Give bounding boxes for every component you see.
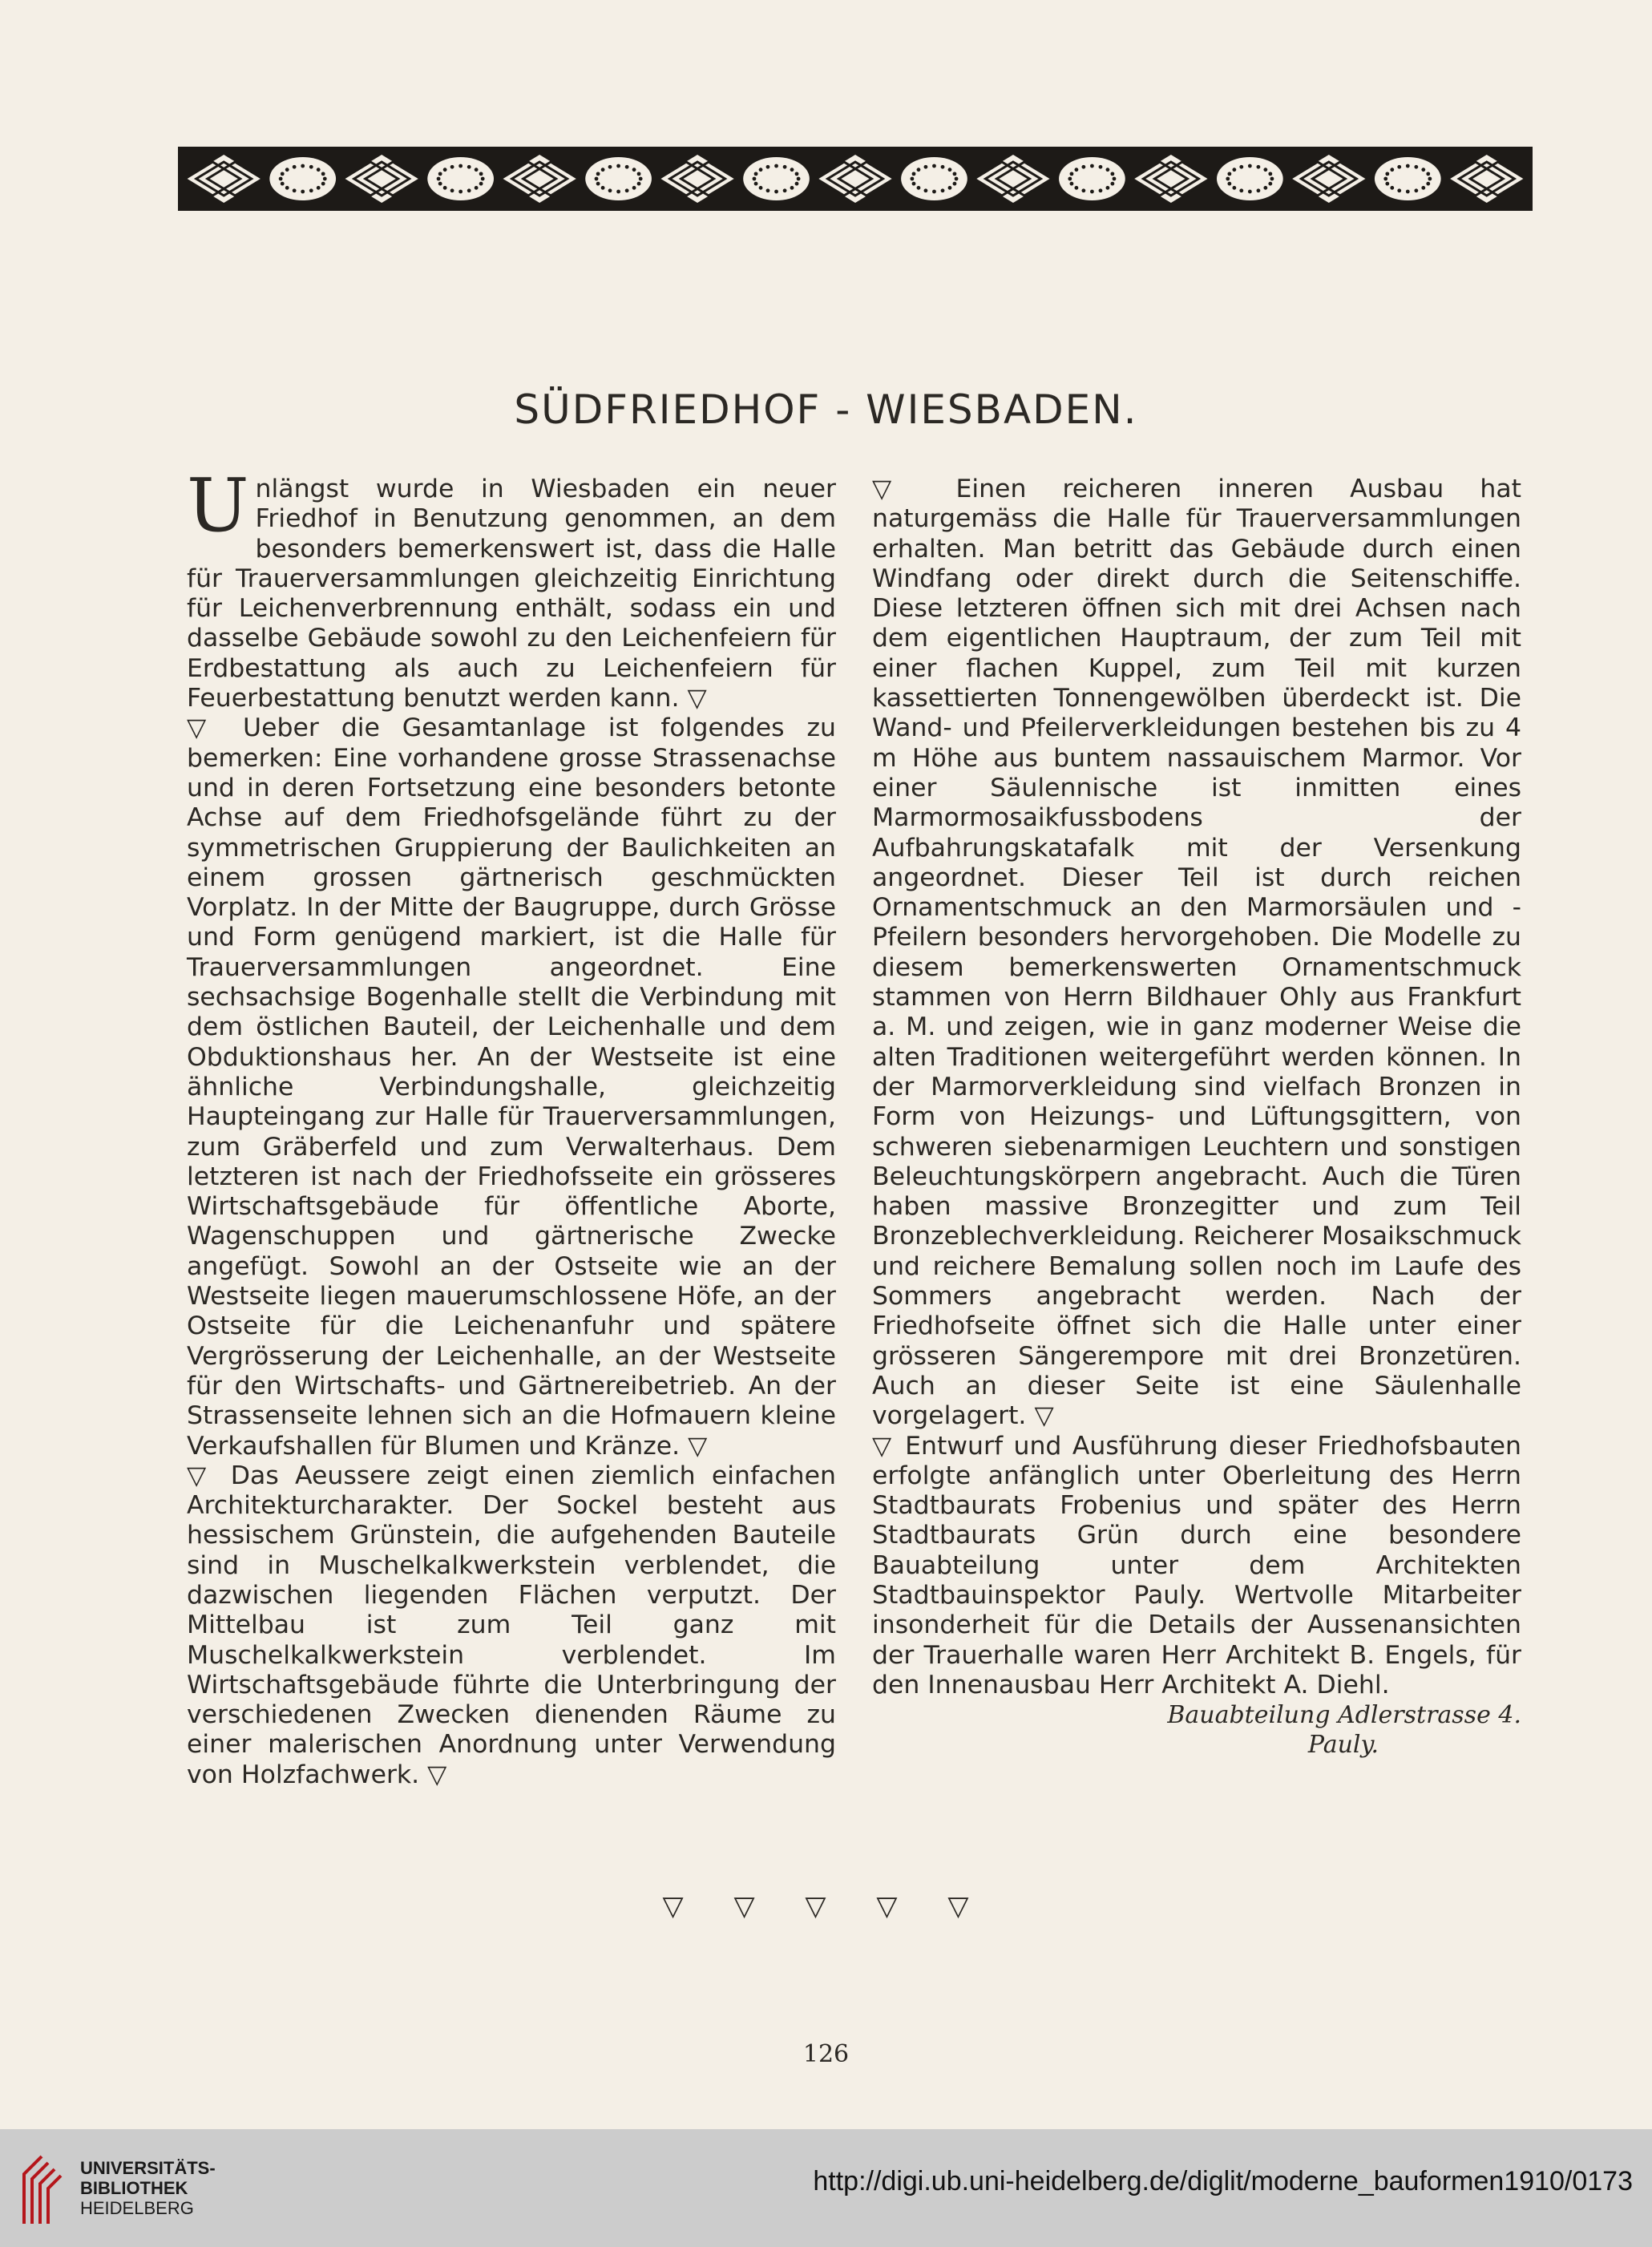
paragraph-intro: [187, 463, 836, 713]
signature-department: Bauabteilung Adlerstrasse 4.: [1167, 1701, 1521, 1730]
article-title: SÜDFRIEDHOF - WIESBADEN.: [514, 386, 1138, 433]
library-footer-bar: [0, 2129, 1652, 2247]
library-emblem-icon: [18, 2150, 66, 2227]
lattice-diamond-motif: [816, 155, 895, 203]
library-logo[interactable]: [18, 2150, 216, 2227]
right-text-column: [872, 475, 1521, 1760]
library-name-line3: HEIDELBERG: [80, 2198, 194, 2218]
lattice-diamond-motif: [1290, 155, 1368, 203]
dotted-oval-motif: [1375, 157, 1441, 200]
dotted-oval-motif: [743, 157, 810, 200]
signature-name: Pauly.: [1307, 1731, 1379, 1760]
dotted-oval-motif: [1217, 157, 1283, 200]
ornament-pattern: [184, 153, 1526, 204]
library-name-line1: UNIVERSITÄTS-: [80, 2158, 216, 2178]
dotted-oval-motif: [585, 157, 652, 200]
ornamental-border-band: [178, 147, 1533, 211]
lattice-diamond-motif: [342, 155, 421, 203]
library-name-line2: BIBLIOTHEK: [80, 2178, 188, 2198]
lattice-diamond-motif: [658, 155, 737, 203]
page-number: 126: [802, 2040, 850, 2068]
end-ornament-triangles: ▽ ▽ ▽ ▽ ▽: [662, 1890, 990, 1922]
dotted-oval-motif: [901, 157, 967, 200]
paragraph-layout: ▽ Ueber die Gesamtanlage ist folgendes zu bemerken: Eine vorhandene grosse Strassenachse und in deren Fortsetzung eine besonders betonte Achse auf dem Friedhofsgelände führt zu der symmetrischen Gruppierung der Baulichkeiten an einem grossen gärtnerisch geschmückten Vorplatz. In der Mitte der Baugruppe, durch Grösse und Form genügend markiert, ist die Halle für Trauerversammlungen angeordnet. Eine sechsachsige Bogenhalle stellt die Verbindung mit dem östlichen Bauteil, der Leichenhalle und dem Obduktionshaus her. An der Westseite ist eine ähnliche Verbindungshalle, gleichzeitig Haupteingang zur Halle für Trauerversammlungen, zum Gräberfeld und zum Verwalterhaus. Dem letzteren ist nach der Friedhofsseite ein grösseres Wirtschaftsgebäude für öffentliche Aborte, Wagenschuppen und gärtnerische Zwecke angefügt. Sowohl an der Ostseite wie an der Westseite liegen mauerumschlossene Höfe, an der Ostseite für die Leichenanfuhr und spätere Vergrösserung der Leichenhalle, an der Westseite für den Wirtschafts- und Gärtnereibetrieb. An der Strassenseite lehnen sich an die Hofmauern kleine Verkaufshallen für Blumen und Kränze. ▽: [187, 713, 836, 1461]
paragraph-credits: ▽ Entwurf und Ausführung dieser Friedhofsbauten erfolgte anfänglich unter Oberleitung des Herrn Stadtbaurats Frobenius und später des Herrn Stadtbaurats Grün durch eine besondere Bauabteilung unter dem Architekten Stadtbauinspektor Pauly. Wertvolle Mitarbeiter insonderheit für die Details der Aussenansichten der Trauerhalle waren Herr Architekt B. Engels, für den Innenausbau Herr Architekt A. Diehl.: [872, 1431, 1521, 1699]
lattice-diamond-motif: [974, 155, 1052, 203]
left-text-column: [187, 463, 836, 1790]
library-name: [80, 2158, 216, 2218]
lattice-diamond-motif: [1132, 155, 1210, 203]
paragraph-exterior: ▽ Das Aeussere zeigt einen ziemlich einfachen Architekturcharakter. Der Sockel besteht aus hessischem Grünstein, die aufgehenden Bauteile sind in Muschelkalkwerkstein verblendet, die dazwischen liegenden Flächen verputzt. Der Mittelbau ist zum Teil ganz mit Muschelkalkwerkstein verblendet. Im Wirtschaftsgebäude führte die Unterbringung der verschiedenen Zwecken dienenden Räume zu einer malerischen Anordnung unter Verwendung von Holzfachwerk. ▽: [187, 1461, 836, 1789]
dotted-oval-motif: [269, 157, 336, 200]
dotted-oval-motif: [427, 157, 494, 200]
paragraph-interior: ▽ Einen reicheren inneren Ausbau hat naturgemäss die Halle für Trauerversammlungen erhalten. Man betritt das Gebäude durch einen Windfang oder direkt durch die Seitenschiffe. Diese letzteren öffnen sich mit drei Achsen nach dem eigentlichen Hauptraum, der zum Teil mit einer flachen Kuppel, zum Teil mit kurzen kassettierten Tonnengewölben überdeckt ist. Die Wand- und Pfeilerverkleidungen bestehen bis zu 4 m Höhe aus buntem nassauischem Marmor. Vor einer Säulennische ist inmitten eines Marmormosaikfussbodens der Aufbahrungskatafalk mit der Versenkung angeordnet. Dieser Teil ist durch reichen Ornamentschmuck an den Marmorsäulen und -Pfeilern besonders hervorgehoben. Die Modelle zu diesem bemerkenswerten Ornamentschmuck stammen von Herrn Bildhauer Ohly aus Frankfurt a. M. und zeigen, wie in ganz moderner Weise die alten Traditionen weitergeführt werden können. In der Marmorverkleidung sind vielfach Bronzen in Form von Heizungs- und Lüftungsgittern, von schweren siebenarmigen Leuchtern und sonstigen Beleuchtungskörpern angebracht. Auch die Türen haben massive Bronzegitter und zum Teil Bronzeblechverkleidung. Reicherer Mosaikschmuck und reichere Bemalung sollen noch im Laufe des Sommers angebracht werden. Nach der Friedhofseite öffnet sich die Halle unter einer grösseren Sängerempore mit drei Bronzetüren. Auch an dieser Seite ist eine Säulenhalle vorgelagert. ▽: [872, 475, 1521, 1431]
lattice-diamond-motif: [184, 155, 263, 203]
drop-cap-letter: U: [187, 463, 249, 548]
paragraph-text: nlängst wurde in Wiesbaden ein neuer Friedhof in Benutzung genommen, an dem besonders bemerkenswert ist, dass die Halle für Trauerversammlungen gleichzeitig Einrichtung für Leichenverbrennung enthält, sodass ein und dasselbe Gebäude sowohl zu den Leichenfeiern für Erdbestattung als auch zu Leichenfeiern für Feuerbestattung benutzt werden kann. ▽: [187, 475, 836, 713]
source-url-link[interactable]: http://digi.ub.uni-heidelberg.de/diglit/moderne_bauformen1910/0173: [813, 2166, 1633, 2196]
lattice-diamond-motif: [1448, 155, 1526, 203]
lattice-diamond-motif: [500, 155, 579, 203]
ornament-svg: [184, 153, 1526, 204]
dotted-oval-motif: [1059, 157, 1125, 200]
